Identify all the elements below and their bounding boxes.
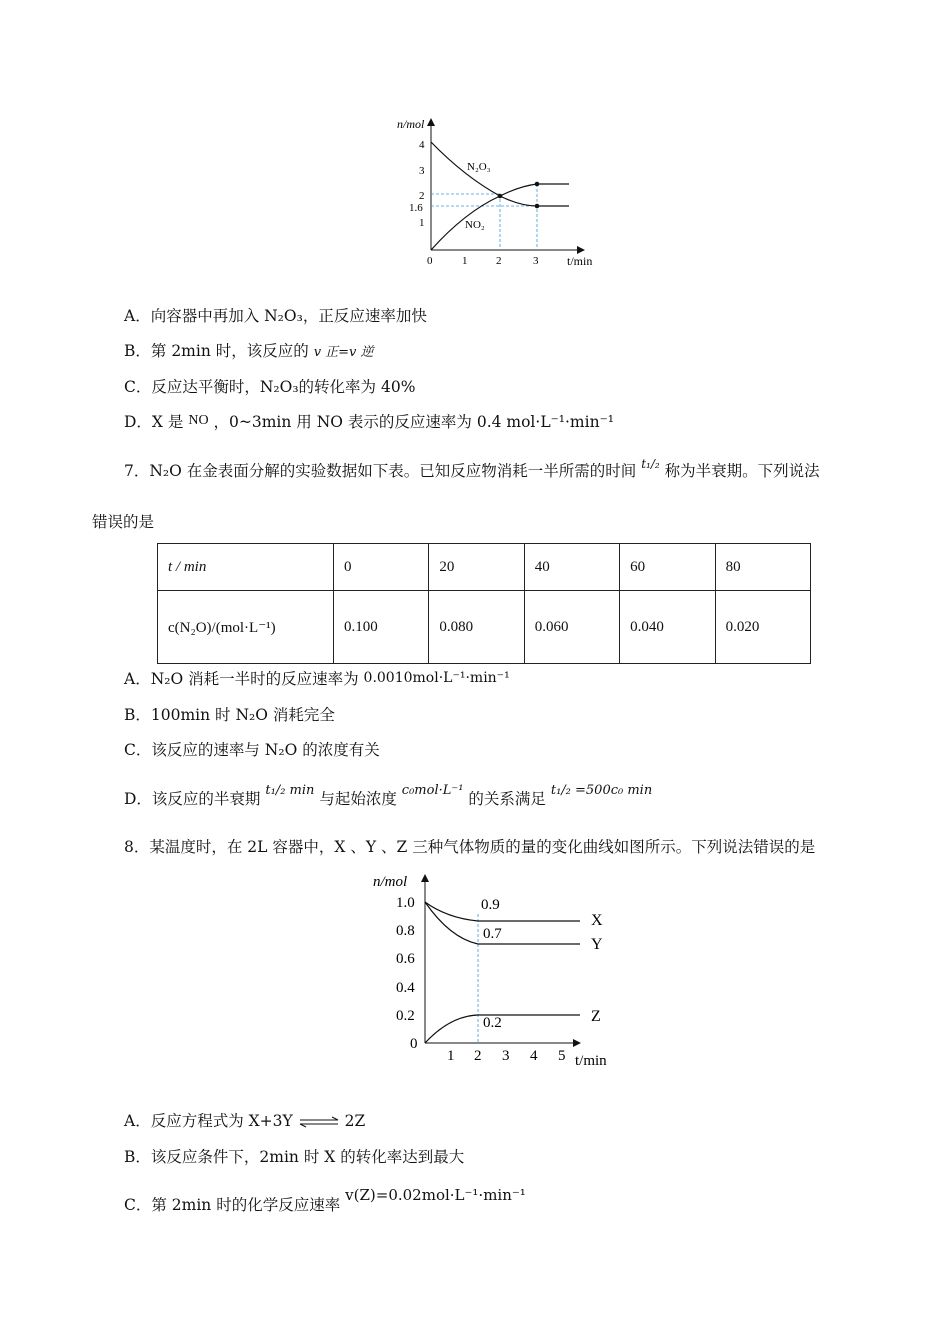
q8-option-b: B．该反应条件下，2min 时 X 的转化率达到最大 xyxy=(124,1148,465,1166)
series-line-z xyxy=(425,1015,580,1043)
x-tick: 3 xyxy=(533,255,539,267)
series-line-y xyxy=(425,902,580,944)
chart-n2o3-no2 xyxy=(385,112,605,272)
q6-option-b-formula: v 正=v 逆 xyxy=(313,345,374,360)
q8-stem: 8．某温度时，在 2L 容器中，X 、Y 、Z 三种气体物质的量的变化曲线如图所示。下列说法错误的是 xyxy=(124,838,816,856)
q8-option-c-formula: v(Z)=0.02mol·L⁻¹·min⁻¹ xyxy=(345,1186,526,1204)
table-cell: c(N₂O)/(mol·L⁻¹) xyxy=(158,591,334,664)
q6-option-d-post: ，0~3min 用 NO 表示的反应速率为 0.4 mol·L⁻¹·min⁻¹ xyxy=(213,413,614,431)
x-tick: 2 xyxy=(474,1048,482,1064)
q8-option-a-text: A．反应方程式为 X+3Y xyxy=(124,1112,293,1130)
y-axis-label: n/mol xyxy=(397,117,425,131)
q6-option-d-no: NO xyxy=(188,413,209,428)
q8-option-a xyxy=(124,1111,365,1131)
q7-option-a xyxy=(124,669,510,690)
table-cell: 0.080 xyxy=(429,591,524,664)
x-tick: 4 xyxy=(530,1048,538,1064)
data-point xyxy=(535,182,540,187)
y-tick: 1.6 xyxy=(409,202,423,214)
y-tick: 1.0 xyxy=(396,895,415,911)
table-header-cell: 40 xyxy=(524,544,619,591)
table-cell: 0.060 xyxy=(524,591,619,664)
x-axis-label: t/min xyxy=(575,1053,607,1069)
q7-option-d-f1: t₁/₂ min xyxy=(265,783,315,798)
chart-xyz xyxy=(365,868,625,1073)
q7-option-c: C．该反应的速率与 N₂O 的浓度有关 xyxy=(124,741,380,759)
data-label: 0.7 xyxy=(483,926,502,942)
table-cell: 0.020 xyxy=(715,591,810,664)
data-table xyxy=(157,543,811,664)
q6-option-a: A．向容器中再加入 N₂O₃，正反应速率加快 xyxy=(124,307,427,325)
table-header-cell: 20 xyxy=(429,544,524,591)
data-point xyxy=(535,204,540,209)
equilibrium-arrow-icon xyxy=(298,1116,340,1128)
q6-option-d-pre: D．X 是 xyxy=(124,413,184,431)
y-tick: 4 xyxy=(419,139,425,151)
series-line-x xyxy=(425,902,580,921)
q7-option-d-f2: c₀mol·L⁻¹ xyxy=(401,783,464,798)
q7-option-b: B．100min 时 N₂O 消耗完全 xyxy=(124,706,335,724)
q7-stem-tail: 错误的是 xyxy=(92,513,155,531)
x-tick: 2 xyxy=(496,255,502,267)
x-tick: 1 xyxy=(462,255,468,267)
y-tick: 0.4 xyxy=(396,980,415,996)
table-header-cell: 60 xyxy=(620,544,715,591)
q8-option-a-post: 2Z xyxy=(344,1112,366,1130)
q7-option-d-mid: 与起始浓度 xyxy=(319,790,397,808)
y-tick: 2 xyxy=(419,190,425,202)
q8-option-c-text: C．第 2min 时的化学反应速率 xyxy=(124,1196,341,1214)
series-label-n2o3: N₂O₃ xyxy=(467,161,491,173)
x-axis-label: t/min xyxy=(567,254,593,268)
x-tick: 1 xyxy=(447,1048,455,1064)
x-tick: 5 xyxy=(558,1048,566,1064)
q7-option-d-f3: t₁/₂ =500c₀ min xyxy=(550,783,653,798)
data-point xyxy=(498,194,503,199)
q7-option-d-pre: D．该反应的半衰期 xyxy=(124,790,261,808)
table-cell: 0.040 xyxy=(620,591,715,664)
y-tick: 0.2 xyxy=(396,1008,415,1024)
y-tick: 1 xyxy=(419,217,425,229)
series-label-no2: NO₂ xyxy=(465,219,485,231)
q6-option-d xyxy=(124,412,614,434)
q7-t-half: t₁/₂ xyxy=(641,457,660,471)
q7-stem xyxy=(124,457,820,482)
series-label-z: Z xyxy=(591,1008,601,1025)
series-label-y: Y xyxy=(591,936,603,953)
q7-option-a-formula: 0.0010mol·L⁻¹·min⁻¹ xyxy=(363,670,510,686)
q7-option-a-text: A．N₂O 消耗一半时的反应速率为 xyxy=(124,670,359,688)
y-tick: 0 xyxy=(410,1036,418,1052)
x-tick: 3 xyxy=(502,1048,510,1064)
x-tick: 0 xyxy=(427,255,433,267)
y-tick: 0.8 xyxy=(396,923,415,939)
table-header-cell: t / min xyxy=(158,544,334,591)
q7-stem-b: 称为半衰期。下列说法 xyxy=(664,462,820,480)
q7-option-d-mid2: 的关系满足 xyxy=(468,790,546,808)
data-label: 0.2 xyxy=(483,1015,502,1031)
data-label: 0.9 xyxy=(481,897,500,913)
series-label-x: X xyxy=(591,912,603,929)
q6-option-b xyxy=(124,341,374,363)
q7-stem-a: 7．N₂O 在金表面分解的实验数据如下表。已知反应物消耗一半所需的时间 xyxy=(124,462,637,480)
table-row xyxy=(158,591,811,664)
y-tick: 0.6 xyxy=(396,951,415,967)
q7-option-d xyxy=(124,783,653,811)
table-header-cell: 0 xyxy=(334,544,429,591)
table-cell: 0.100 xyxy=(334,591,429,664)
q6-option-c: C．反应达平衡时，N₂O₃的转化率为 40% xyxy=(124,378,416,396)
q8-option-c xyxy=(124,1186,526,1215)
y-tick: 3 xyxy=(419,165,425,177)
y-axis-label: n/mol xyxy=(373,874,408,890)
q6-option-b-text: B．第 2min 时，该反应的 xyxy=(124,342,309,360)
table-header-cell: 80 xyxy=(715,544,810,591)
table-row xyxy=(158,544,811,591)
